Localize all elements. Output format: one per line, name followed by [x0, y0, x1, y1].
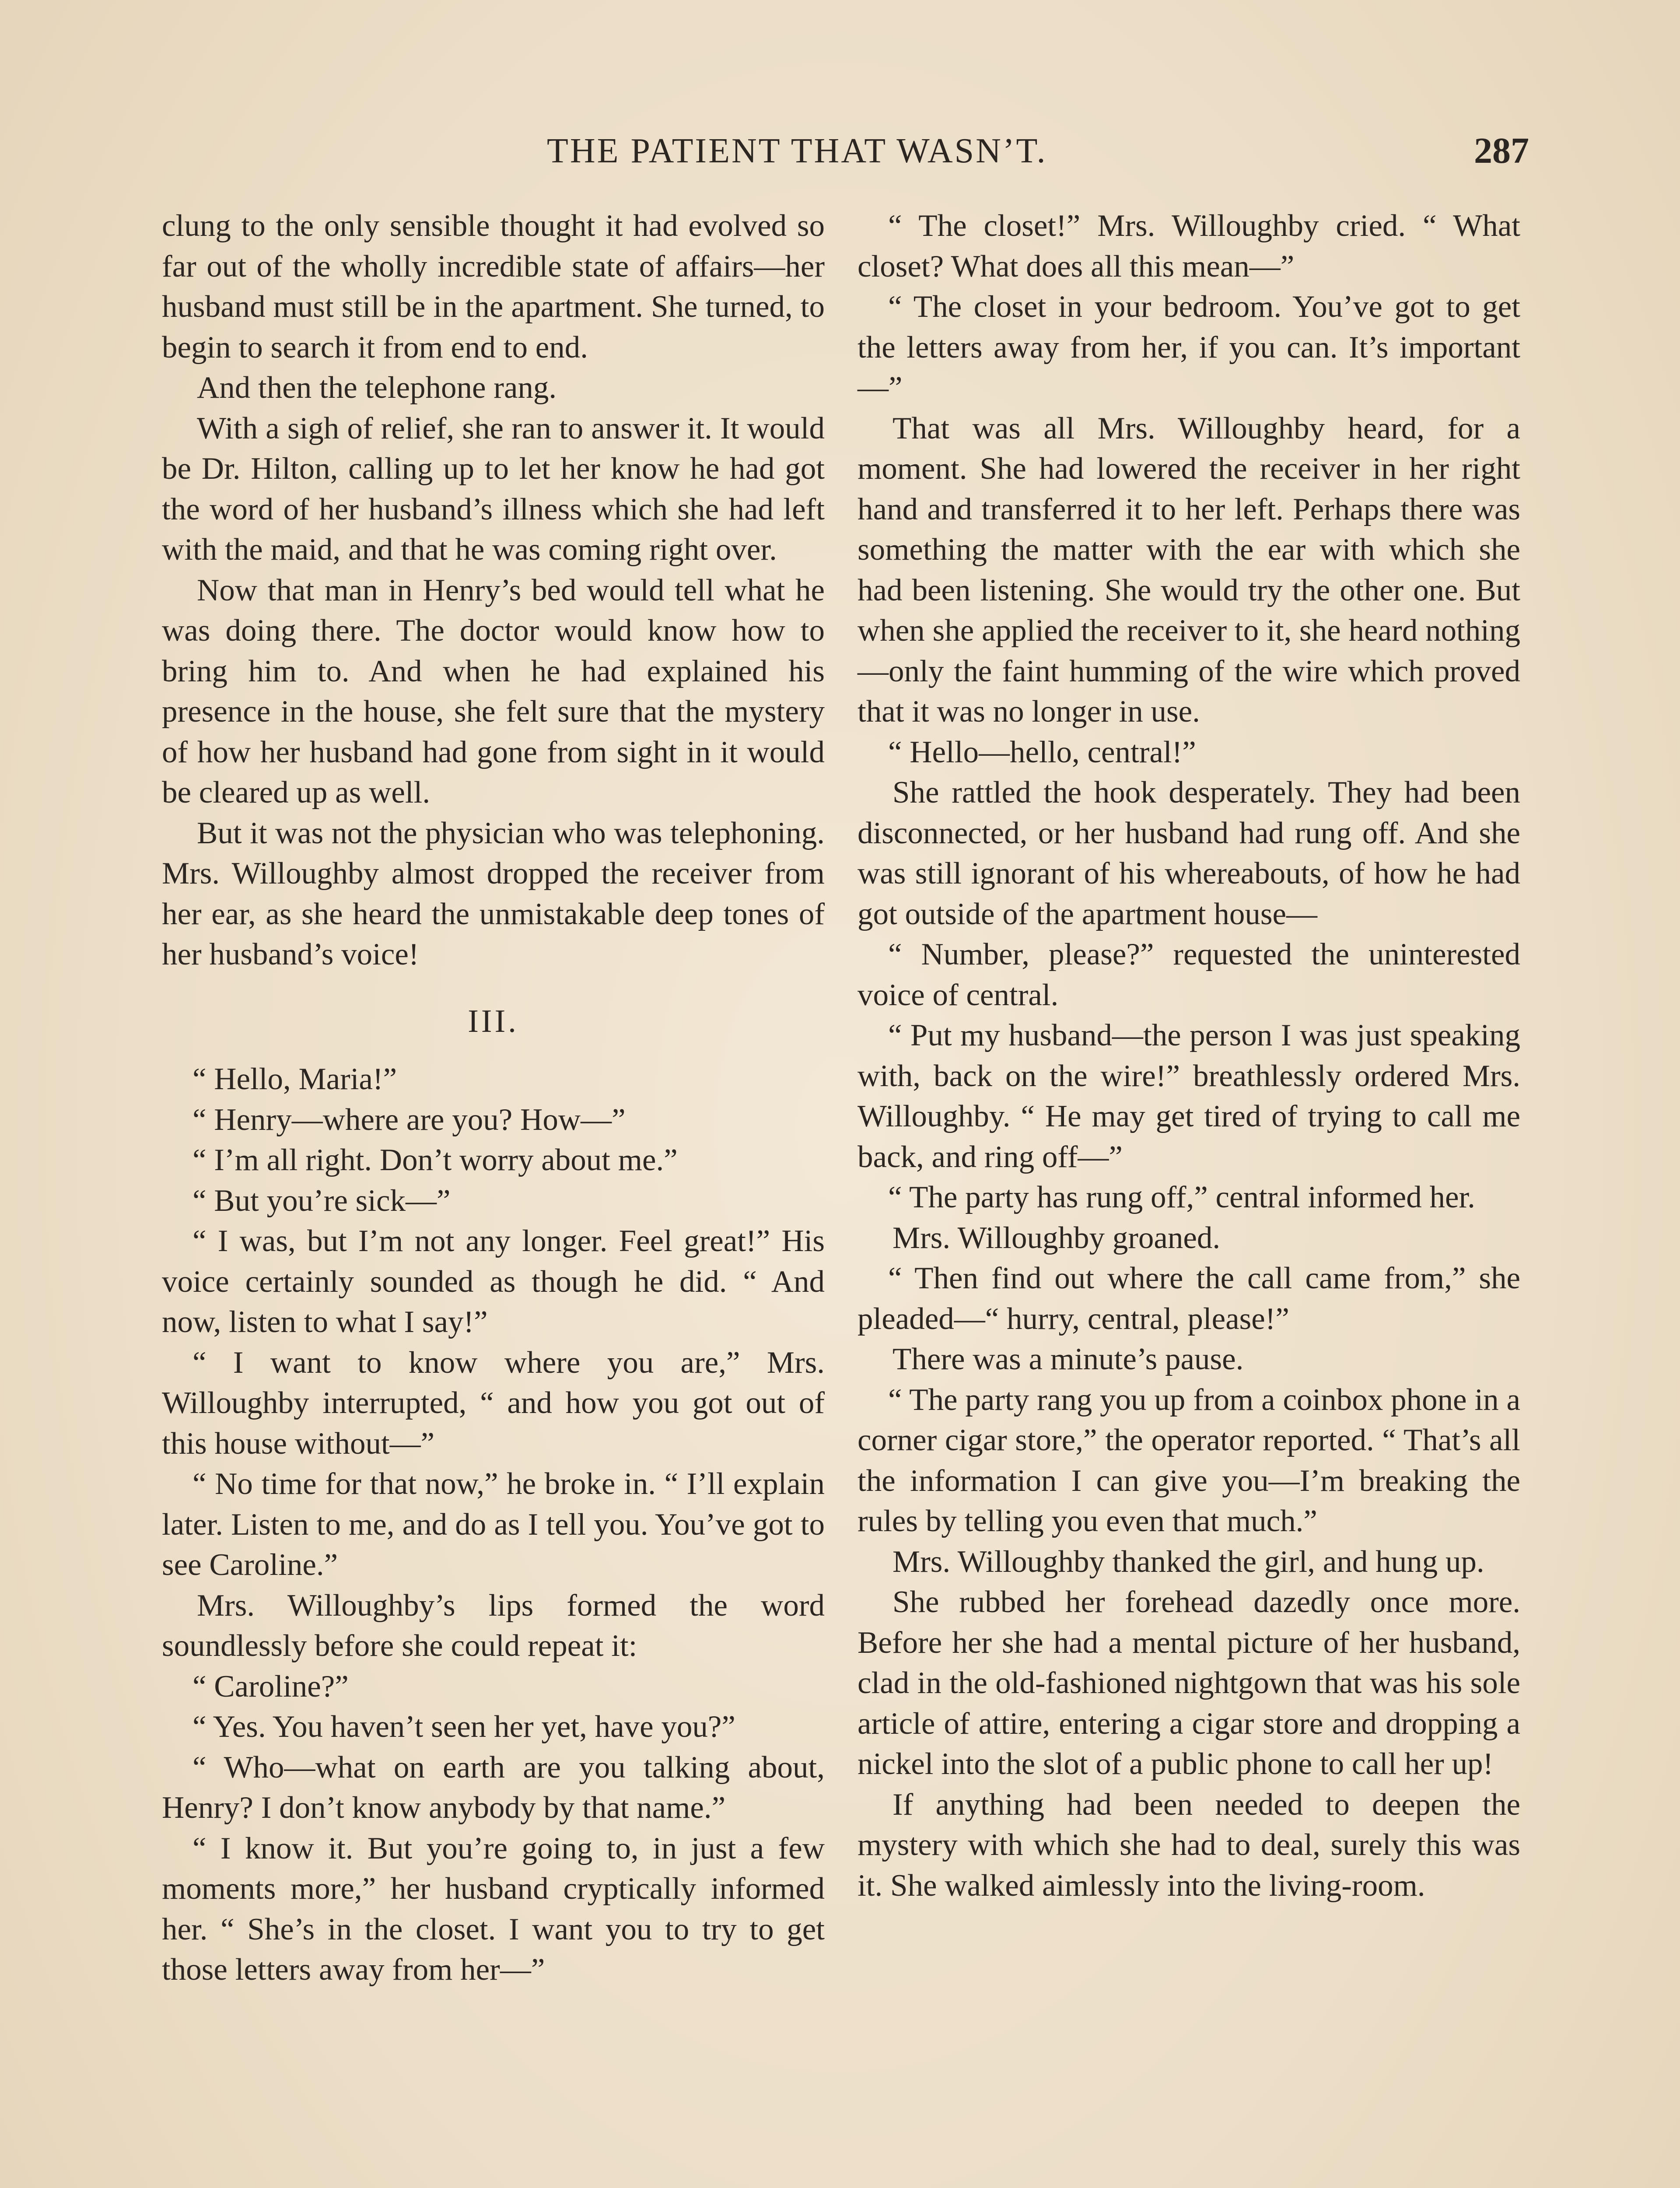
paragraph: Mrs. Willoughby thanked the girl, and hung up. [892, 1544, 1484, 1579]
paragraph: There was a minute’s pause. [892, 1342, 1244, 1376]
paragraph: With a sigh of relief, she ran to answer it. It would be Dr. Hilton, calling up to let her know he had got the word of her husband’s illness which she had left with the maid, and that he was coming right over. [162, 411, 825, 567]
paragraph: “ I want to know where you are,” Mrs. Willoughby interrupted, “ and how you got out of this house without—” [162, 1345, 825, 1461]
paragraph: “ I’m all right. Don’t worry about me.” [192, 1143, 678, 1177]
paragraph: That was all Mrs. Willoughby heard, for a moment. She had lowered the receiver in her right hand and transferred it to her left. Perhaps there was something the matter with the ear with which she had been listening. She would try the other one. But when she applied the receiver to it, she heard nothing—only the faint humming of the wire which proved that it was no longer in use. [858, 411, 1520, 729]
right-column [858, 206, 1520, 1906]
paragraph: “ Then find out where the call came from,” she pleaded—“ hurry, central, please!” [858, 1261, 1520, 1336]
paragraph: “ I know it. But you’re going to, in just a few moments more,” her husband cryptically informed her. “ She’s in the closet. I want you to try to get those letters away from her—” [162, 1831, 825, 1987]
paragraph: She rubbed her forehead dazedly once more. Before her she had a mental picture of her husband, clad in the old-fashioned nightgown that was his sole article of attire, entering a cigar store and dropping a nickel into the slot of a public phone to call her up! [858, 1585, 1520, 1781]
paragraph: “ The closet in your bedroom. You’ve got to get the letters away from her, if you can. It’s important—” [858, 290, 1520, 405]
running-head [0, 127, 1680, 175]
paragraph: “ But you’re sick—” [192, 1183, 451, 1218]
paragraph: “ I was, but I’m not any longer. Feel great!” His voice certainly sounded as though he did. “ And now, listen to what I say!” [162, 1224, 825, 1339]
paragraph: “ Hello—hello, central!” [888, 735, 1196, 769]
paragraph: But it was not the physician who was telephoning. Mrs. Willoughby almost dropped the receiver from her ear, as she heard the unmistakable deep tones of her husband’s voice! [162, 816, 825, 971]
paragraph: If anything had been needed to deepen the mystery with which she had to deal, surely this was it. She walked aimlessly into the living-room. [858, 1787, 1520, 1903]
paragraph: “ No time for that now,” he broke in. “ I’ll explain later. Listen to me, and do as I tell you. You’ve got to see Caroline.” [162, 1467, 825, 1582]
paragraph: Mrs. Willoughby’s lips formed the word soundlessly before she could repeat it: [162, 1588, 825, 1663]
paragraph: clung to the only sensible thought it had evolved so far out of the wholly incredible state of affairs—her husband must still be in the apartment. She turned, to begin to search it from end to end. [162, 209, 825, 365]
paragraph: “ Henry—where are you? How—” [192, 1102, 626, 1137]
page-number: 287 [1474, 130, 1529, 171]
paragraph: And then the telephone rang. [197, 371, 557, 405]
paragraph: “ Hello, Maria!” [192, 1062, 397, 1096]
paragraph: “ Number, please?” requested the uninterested voice of central. [858, 937, 1520, 1012]
paragraph: “ Yes. You haven’t seen her yet, have you?” [192, 1710, 735, 1744]
paragraph: “ The party has rung off,” central informed her. [888, 1180, 1475, 1214]
paragraph: “ Put my husband—the person I was just speaking with, back on the wire!” breathlessly ordered Mrs. Willoughby. “ He may get tired of trying to call me back, and ring off—” [858, 1018, 1520, 1174]
running-title: THE PATIENT THAT WASN’T. [547, 132, 1047, 170]
paragraph: “ Who—what on earth are you talking about, Henry? I don’t know anybody by that name.” [162, 1750, 825, 1825]
left-column [162, 206, 825, 1990]
paragraph: Mrs. Willoughby groaned. [892, 1220, 1221, 1255]
paragraph: “ The closet!” Mrs. Willoughby cried. “ What closet? What does all this mean—” [858, 209, 1520, 284]
paragraph: “ Caroline?” [192, 1669, 349, 1704]
paragraph: “ The party rang you up from a coinbox phone in a corner cigar store,” the operator reported. “ That’s all the information I can give you—I’m breaking the rules by telling you even that much.” [858, 1382, 1520, 1538]
section-heading: III. [468, 1003, 519, 1039]
paragraph: She rattled the hook desperately. They had been disconnected, or her husband had rung off. And she was still ignorant of his whereabouts, of how he had got outside of the apartment house— [858, 775, 1520, 931]
paragraph: Now that man in Henry’s bed would tell what he was doing there. The doctor would know how to bring him to. And when he had explained his presence in the house, she felt sure that the mystery of how her husband had gone from sight in it would be cleared up as well. [162, 573, 825, 810]
